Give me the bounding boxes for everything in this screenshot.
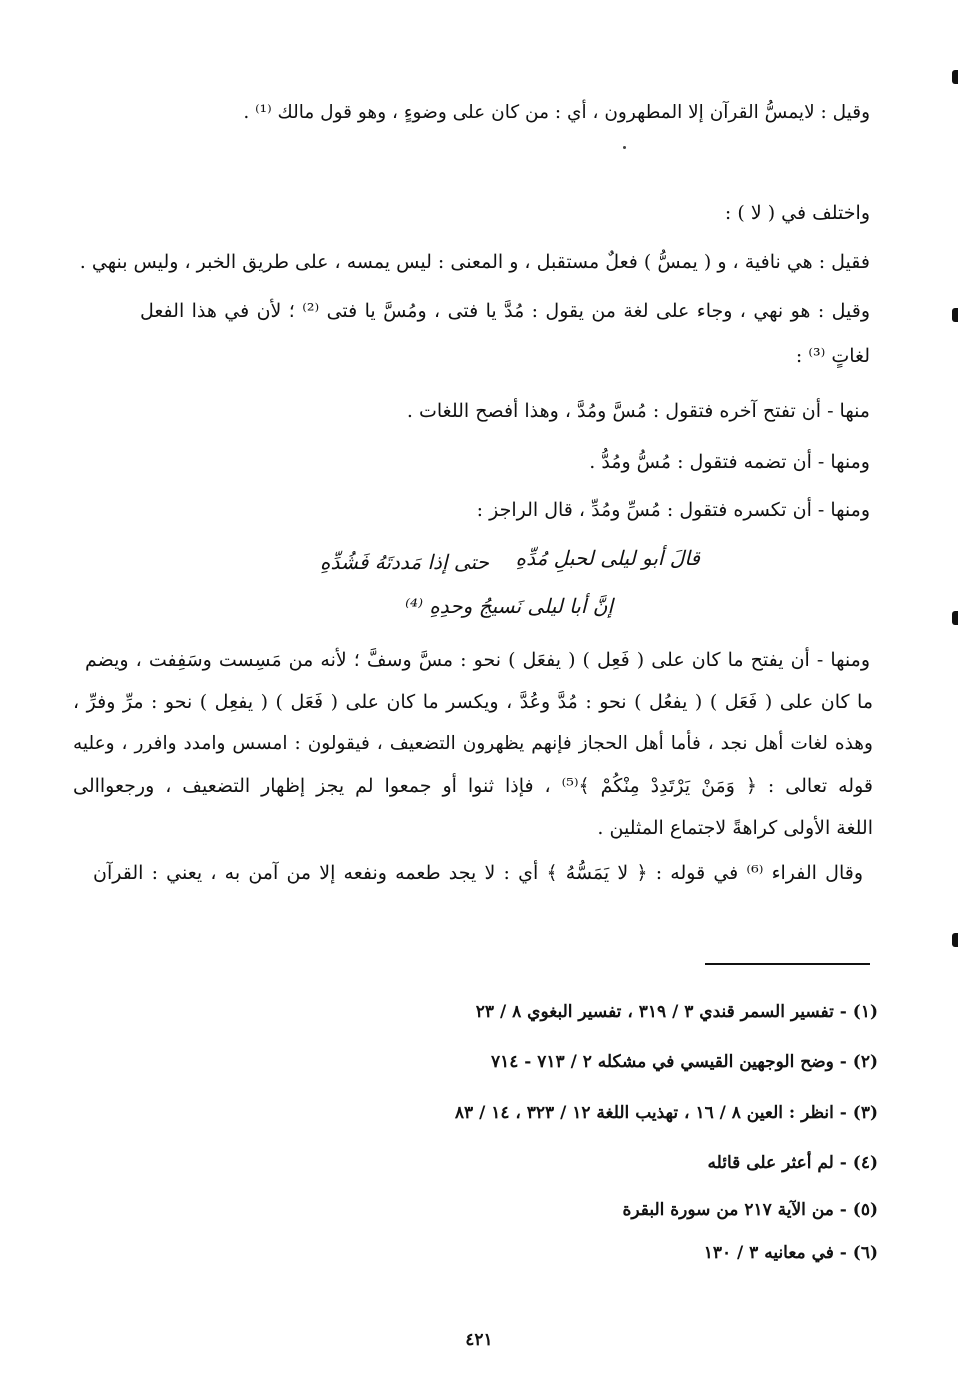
margin-mark <box>952 933 958 947</box>
margin-mark <box>952 611 958 625</box>
footnote-3: (٣) - انظر : العين ٨ / ١٦ ، تهذيب اللغة ١٢ / ٣٢٣ ، ١٤ / ٨٣ <box>454 1103 878 1123</box>
verse-left-hemistich: حتى إذا مَددتَهُ فَشُدِّهِ <box>320 550 489 574</box>
paragraph-line-2: ما كان على ( فَعَل ) ( يفعُل ) نحو : مُدَّ وعُدَّ ، ويكسر ما كان على ( فَعَل ) ( يفعِل ) نحو : مرِّ وفرِّ ، <box>73 691 873 713</box>
verse-right-hemistich: قالَ أبو ليلى لحبلِ مُدِّهِ <box>515 546 700 570</box>
footnote-6: (٦) - في معانيه ٣ / ١٣٠ <box>703 1243 878 1263</box>
body-line-5: لغاتٍ ⁽³⁾ : <box>795 345 870 367</box>
body-line-4: وقيل : هو نهي ، وجاء على لغة من يقول : مُدَّ يا فتى ، ومُسَّ يا فتى ⁽²⁾ ؛ لأن في هذا الفعل <box>140 300 870 322</box>
footnote-4: (٤) - لم أعثر على قائله <box>707 1153 878 1173</box>
body-line-1: وقيل : لايمسُّ القرآن إلا المطهرون ، أي : من كان على وضوءٍ ، وهو قول مالك ⁽¹⁾ . <box>243 102 870 123</box>
body-line-2: واختلف في ( لا ) : <box>724 202 870 224</box>
paragraph-line-3: وهذه لغات أهل نجد ، فأما أهل الحجاز فإنهم يظهرون التضعيف ، فيقولون : امسس وامدد وافرر ، وعليه <box>73 733 873 754</box>
body-line-8: ومنها - أن تكسره فتقول : مُسِّ ومُدِّ ، قال الراجز : <box>476 499 870 521</box>
last-body-line: وقال الفراء ⁽⁶⁾ في قوله : ﴿ لا يَمَسُّهُ ﴾ أي : لا يجد طعمه ونفعه إلا من آمن به ، يعني : القرآن <box>93 862 863 884</box>
body-line-6: منها - أن تفتح آخره فتقول : مُسَّ ومُدَّ ، وهذا أفصح اللغات . <box>406 400 870 422</box>
scan-speck <box>623 146 626 149</box>
footnote-2: (٢) - وضح الوجهين القيسي في مشكله ٢ / ٧١٣ - ٧١٤ <box>490 1052 878 1072</box>
paragraph-line-1: ومنها - أن يفتح ما كان على ( فَعِل ) ( يفعَل ) نحو : مسَّ وسفَّ ؛ لأنه من مَسِست وسَفِفت ، ويضم <box>85 649 870 671</box>
footnote-5: (٥) - من الآية ٢١٧ من سورة البقرة <box>622 1200 878 1220</box>
verse-second-line: إنَّ أبا ليلى نَسيجُ وحدِهِ ⁽⁴⁾ <box>405 594 613 618</box>
margin-mark <box>952 308 958 322</box>
paragraph-line-5: اللغة الأولى كراهةً لاجتماع المثلين . <box>597 817 873 839</box>
body-line-3: فقيل : هي نافية ، و ( يمسُّ ) فعلٌ مستقبل ، و المعنى : ليس يمسه ، على طريق الخبر ، وليس بنهي . <box>79 251 870 273</box>
body-line-7: ومنها - أن تضمه فتقول : مُسُّ ومُدُّ . <box>589 451 870 473</box>
margin-mark <box>952 70 958 84</box>
footnote-separator <box>705 963 870 965</box>
paragraph-line-4: قوله تعالى : ﴿ وَمَنْ يَرْتَدِدْ مِنْكُمْ ﴾⁽⁵⁾ ، فإذا ثنوا أو جمعوا لم يجز إظهار التضعيف ، ورجعواالى <box>73 775 873 797</box>
footnote-1: (١) - تفسير السمر قندي ٣ / ٣١٩ ، تفسير البغوي ٨ / ٢٣ <box>475 1002 878 1022</box>
page-number: ٤٢١ <box>465 1330 493 1350</box>
